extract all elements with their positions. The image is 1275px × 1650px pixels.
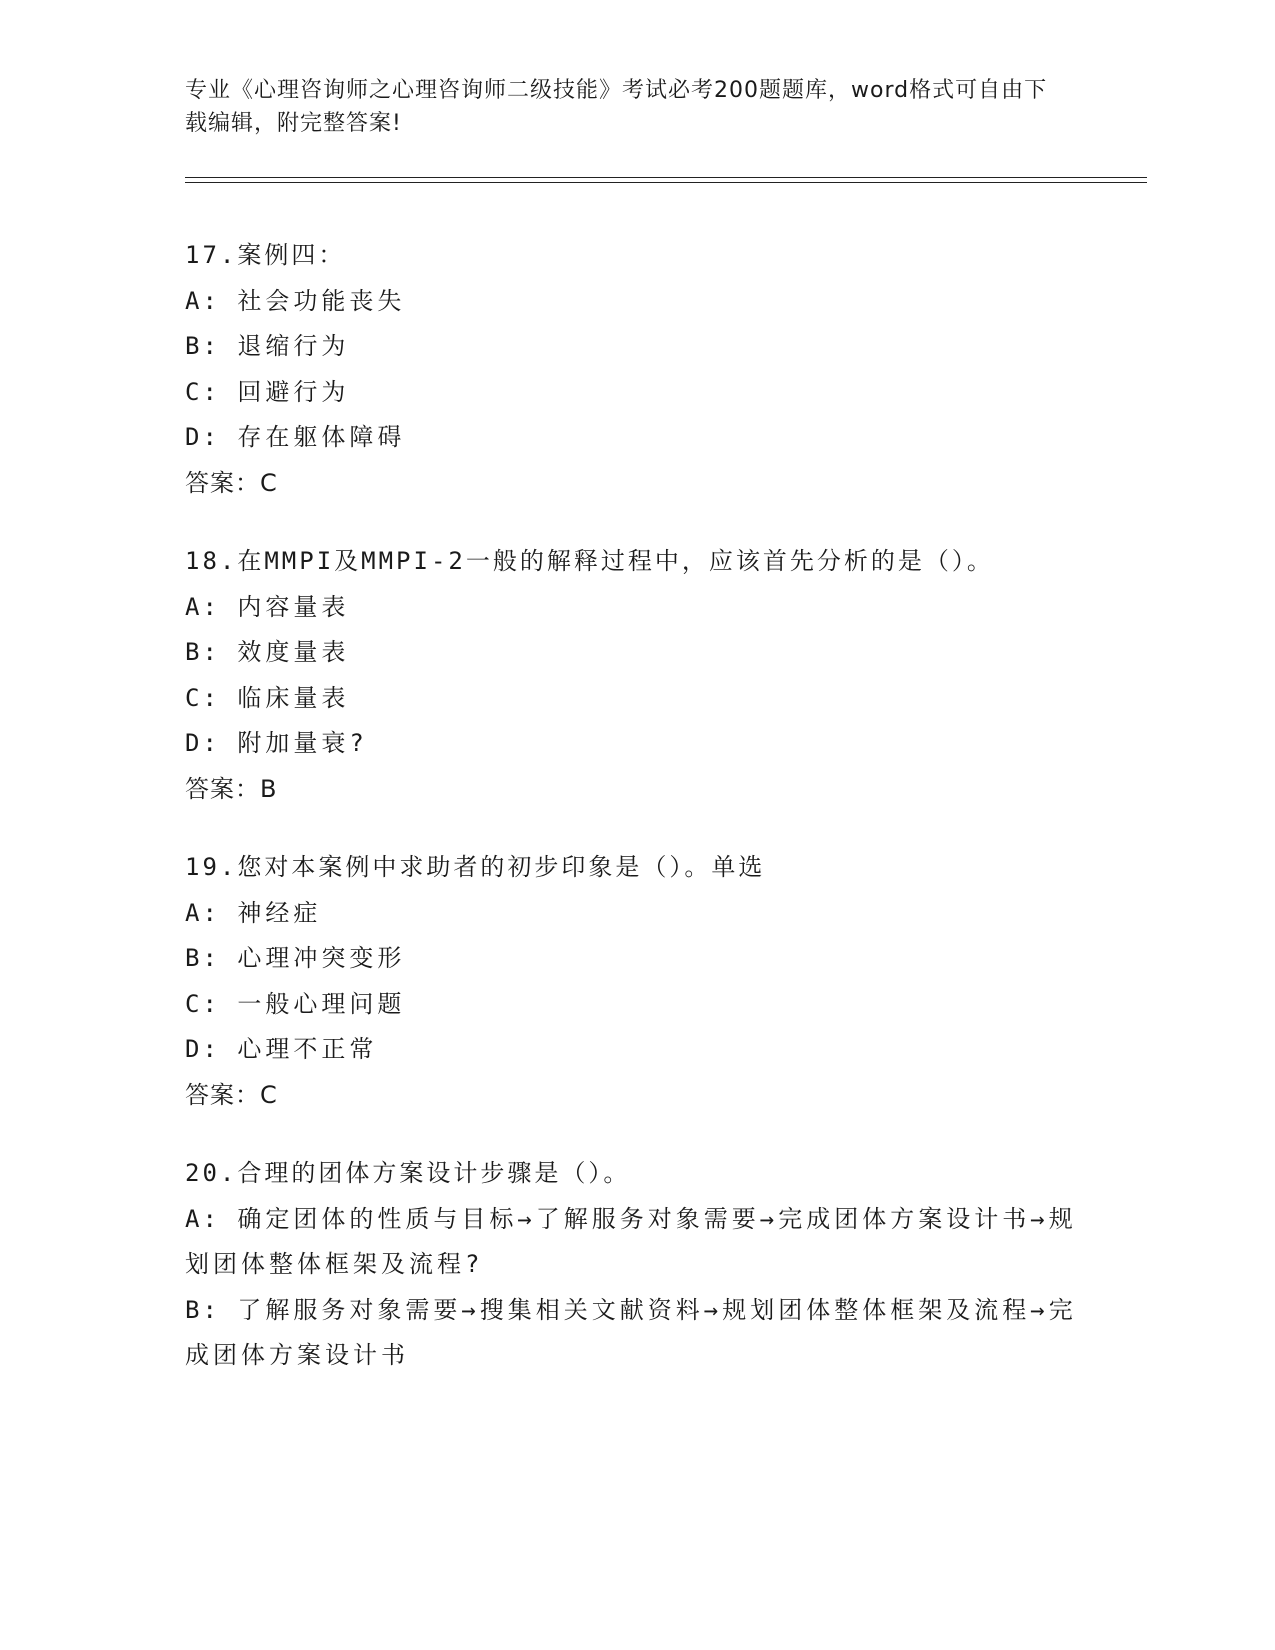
question-stem: 19.您对本案例中求助者的初步印象是（）。单选	[185, 853, 766, 881]
option-label: D:	[185, 423, 220, 451]
option-text: 附加量衰?	[237, 729, 368, 757]
option-text: 心理不正常	[237, 1035, 378, 1063]
option-b	[185, 630, 1085, 676]
answer-line: 答案：B	[185, 774, 278, 803]
header-divider-top	[185, 177, 1147, 178]
header-divider-bottom	[185, 182, 1147, 183]
question-17	[185, 233, 1085, 506]
option-d	[185, 1027, 1085, 1073]
option-label: B:	[185, 944, 220, 972]
answer-line: 答案：C	[185, 468, 278, 497]
option-text: 一般心理问题	[237, 989, 406, 1018]
option-c	[185, 982, 1085, 1028]
question-stem: 20.合理的团体方案设计步骤是（）。	[185, 1159, 631, 1187]
option-b	[185, 324, 1085, 370]
option-label: D:	[185, 729, 220, 757]
option-label: A:	[185, 1204, 220, 1233]
option-b	[185, 936, 1085, 982]
option-text: 退缩行为	[237, 332, 350, 360]
header-text: 专业《心理咨询师之心理咨询师二级技能》考试必考200题题库，word格式可自由下载编辑，附完整答案!	[185, 78, 1048, 136]
option-label: B:	[185, 1295, 220, 1324]
option-a	[185, 279, 1085, 325]
option-d	[185, 721, 1085, 767]
option-text: 了解服务对象需要→搜集相关文献资料→规划团体整体框架及流程→完成团体方案设计书	[185, 1295, 1077, 1369]
option-text: 心理冲突变形	[237, 944, 406, 972]
option-label: C:	[185, 377, 220, 406]
option-label: B:	[185, 638, 220, 666]
document-header	[185, 74, 1065, 140]
option-c	[185, 370, 1085, 416]
question-18	[185, 539, 1085, 812]
question-list	[185, 233, 1085, 1412]
option-label: A:	[185, 898, 220, 927]
question-20	[185, 1151, 1085, 1379]
option-text: 存在躯体障碍	[237, 423, 406, 451]
option-label: B:	[185, 332, 220, 360]
option-d	[185, 415, 1085, 461]
option-text: 效度量表	[237, 638, 350, 666]
option-text: 神经症	[237, 898, 322, 927]
option-text: 内容量表	[237, 592, 350, 621]
option-text: 确定团体的性质与目标→了解服务对象需要→完成团体方案设计书→规划团体整体框架及流程?	[185, 1204, 1077, 1278]
question-stem: 17.案例四：	[185, 241, 346, 269]
question-19	[185, 845, 1085, 1118]
option-label: C:	[185, 683, 220, 712]
option-b	[185, 1288, 1085, 1379]
question-stem: 18.在MMPI及MMPI-2一般的解释过程中，应该首先分析的是（）。	[185, 547, 994, 575]
option-label: C:	[185, 989, 220, 1018]
option-text: 社会功能丧失	[237, 286, 406, 315]
option-text: 临床量表	[237, 683, 350, 712]
option-a	[185, 585, 1085, 631]
option-text: 回避行为	[237, 377, 350, 406]
option-label: A:	[185, 592, 220, 621]
option-c	[185, 676, 1085, 722]
option-label: A:	[185, 286, 220, 315]
option-a	[185, 891, 1085, 937]
option-a	[185, 1197, 1085, 1288]
option-label: D:	[185, 1035, 220, 1063]
answer-line: 答案：C	[185, 1080, 278, 1109]
